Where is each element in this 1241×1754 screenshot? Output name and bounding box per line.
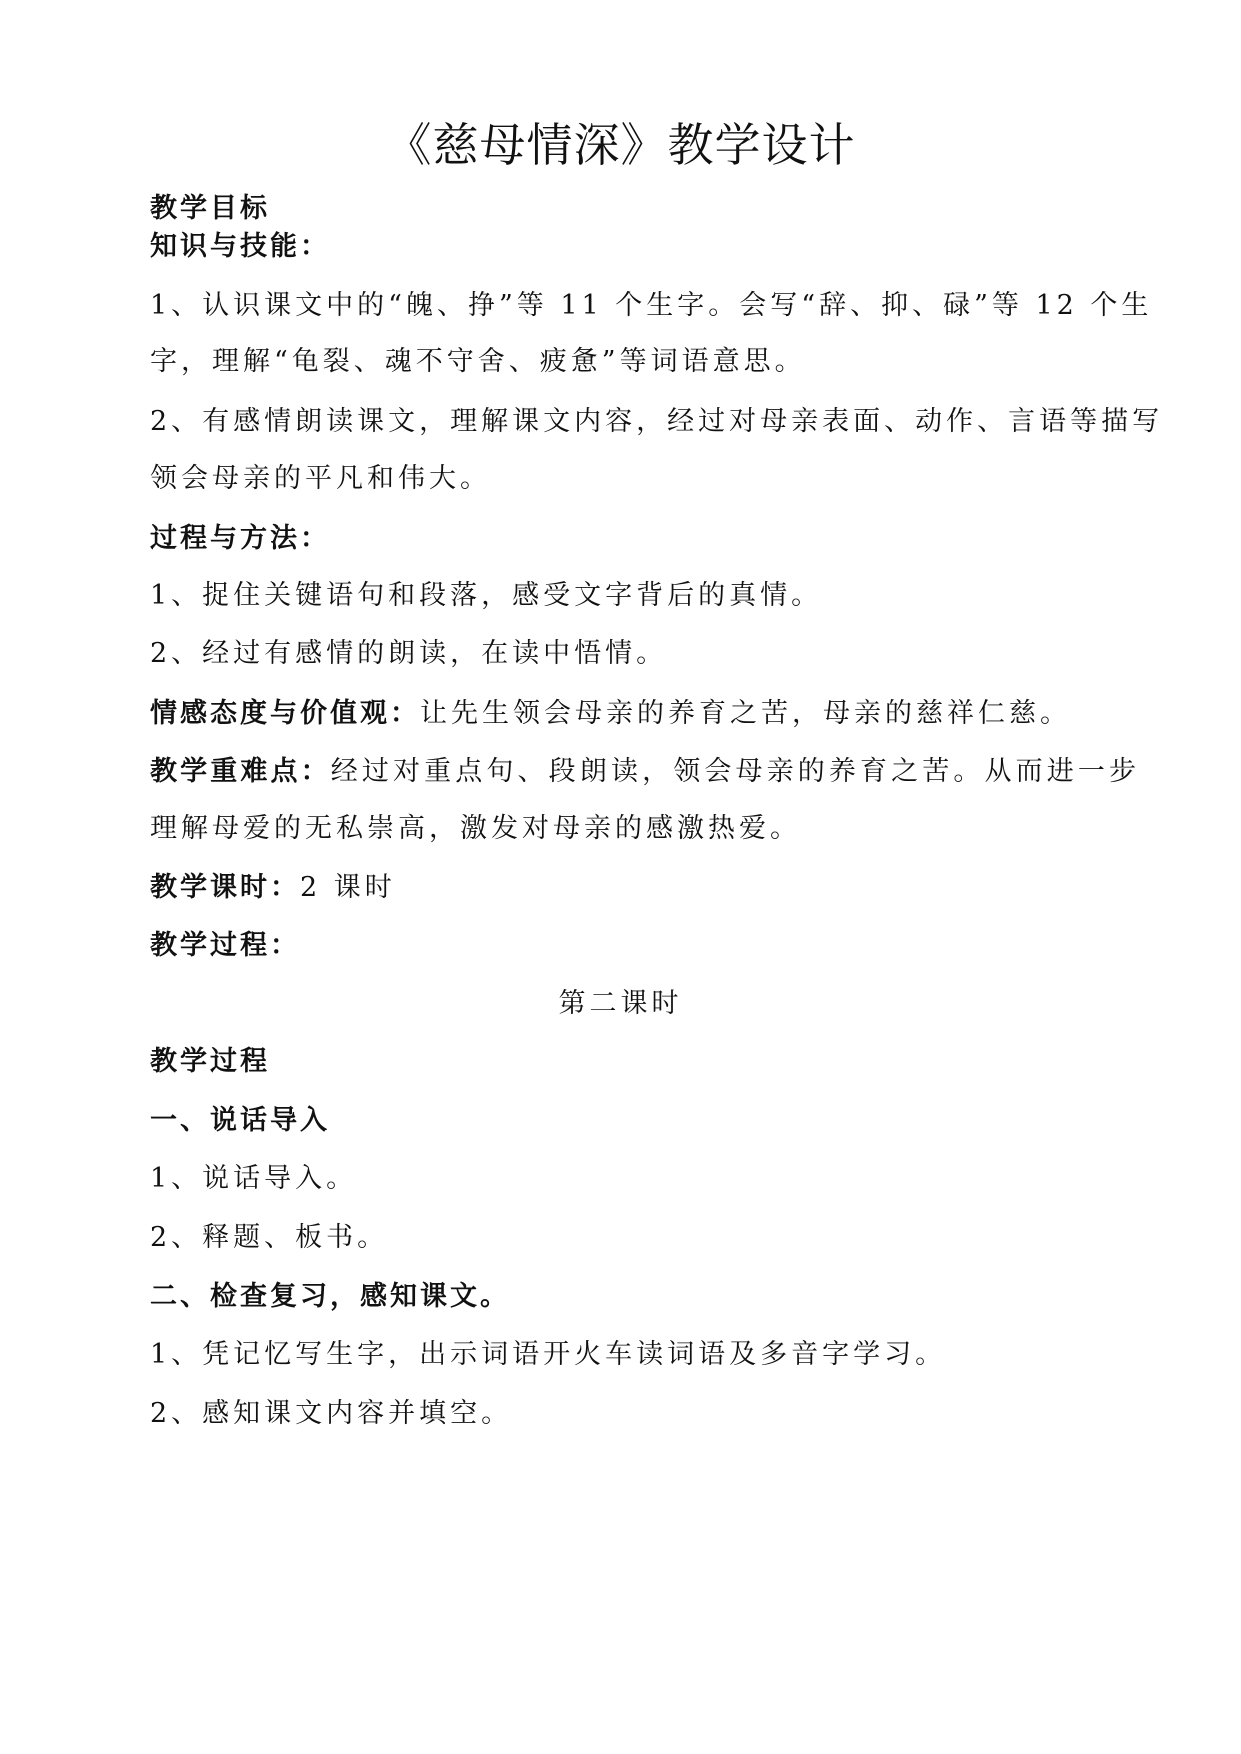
section2-heading: 二、检查复习，感知课文。 [150, 1281, 510, 1312]
emotion-label: 情感态度与价值观： [150, 698, 420, 729]
objectives-heading: 教学目标 [150, 193, 270, 224]
document-title: 《慈母情深》教学设计 [385, 118, 856, 172]
key-points-line2: 理解母爱的无私崇高，激发对母亲的感激热爱。 [150, 813, 801, 844]
section1-heading: 一、说话导入 [150, 1105, 330, 1136]
knowledge-item1-line1: 1、认识课文中的“魄、挣”等 11 个生字。会写“辞、抑、碌”等 12 个生 [150, 290, 1153, 321]
hours-label: 教学课时： [150, 872, 300, 903]
process-heading: 教学过程： [150, 930, 300, 961]
key-points-label: 教学重难点： [150, 756, 331, 787]
knowledge-item1-line2: 字，理解“龟裂、魂不守舍、疲惫”等词语意思。 [150, 346, 806, 377]
hours-line [150, 868, 1140, 908]
knowledge-heading: 知识与技能： [150, 231, 330, 262]
knowledge-item2-line1: 2、有感情朗读课文，理解课文内容，经过对母亲表面、动作、言语等描写 [150, 406, 1164, 437]
process-method-item1: 1、捉住关键语句和段落，感受文字背后的真情。 [150, 580, 823, 611]
process-method-item2: 2、经过有感情的朗读，在读中悟情。 [150, 638, 668, 669]
knowledge-item2-line2: 领会母亲的平凡和伟大。 [150, 463, 491, 494]
key-points-line1 [150, 752, 1140, 792]
section2-item2: 2、感知课文内容并填空。 [150, 1398, 513, 1429]
section1-item2: 2、释题、板书。 [150, 1222, 389, 1253]
key-points-text1: 经过对重点句、段朗读，领会母亲的养育之苦。从而进一步 [330, 756, 1141, 787]
process-heading-2: 教学过程 [150, 1046, 270, 1077]
second-lesson-heading: 第二课时 [558, 988, 683, 1019]
emotion-text: 让先生领会母亲的养育之苦，母亲的慈祥仁慈。 [420, 698, 1071, 729]
hours-text: 2 课时 [300, 872, 396, 903]
section1-item1: 1、说话导入。 [150, 1163, 358, 1194]
process-method-heading: 过程与方法： [150, 523, 330, 554]
emotion-line [150, 694, 1140, 734]
section2-item1: 1、凭记忆写生字，出示词语开火车读词语及多音字学习。 [150, 1339, 947, 1370]
